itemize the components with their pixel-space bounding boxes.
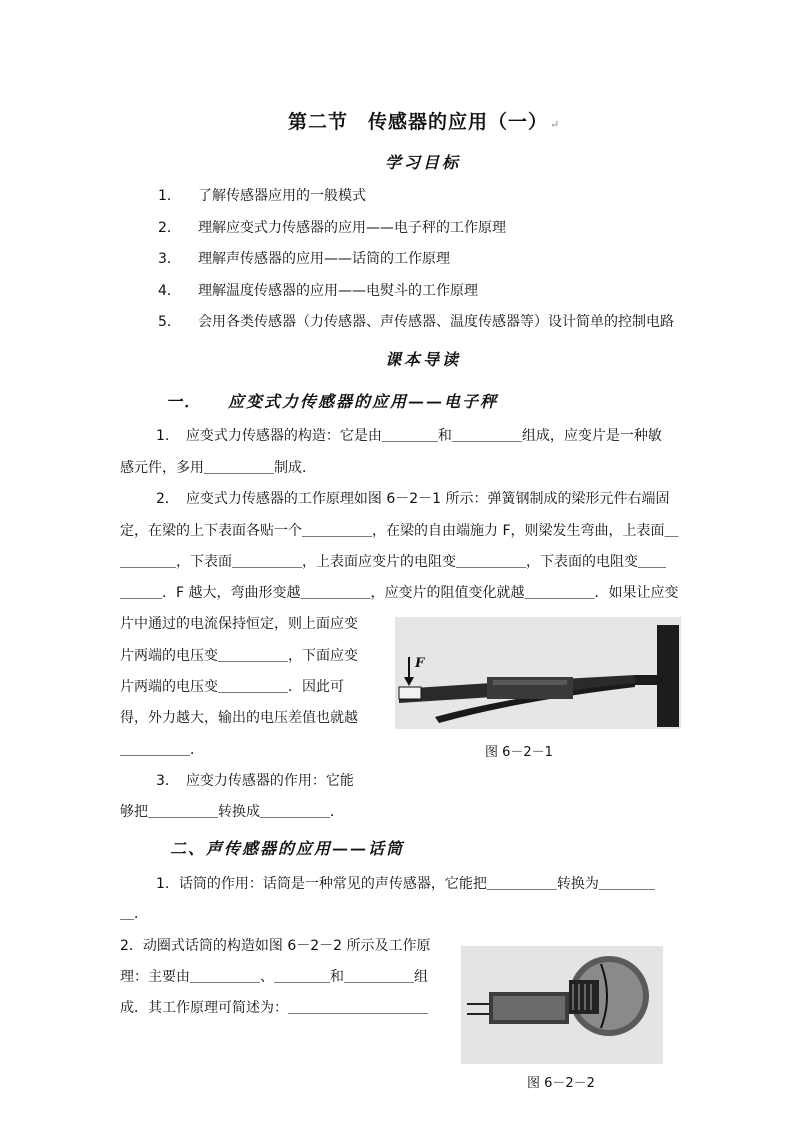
objective-number: 2． <box>158 220 181 236</box>
body-line: 2． 应变式力传感器的工作原理如图 6－2－1 所示：弹簧钢制成的梁形元件右端固 <box>156 491 670 507</box>
objective-item <box>158 312 181 332</box>
body-line: ＿＿＿＿＿． <box>120 742 204 758</box>
objective-number: 4． <box>158 283 181 299</box>
objective-text: 理解声传感器的应用——话筒的工作原理 <box>198 251 450 267</box>
figure-microphone <box>461 946 663 1064</box>
page-title <box>288 107 560 134</box>
body-line: ＿＿＿．F 越大，弯曲形变越＿＿＿＿＿，应变片的阻值变化就越＿＿＿＿＿．如果让应变 <box>120 585 679 601</box>
part1-heading-text: 应变式力传感器的应用——电子秤 <box>228 392 499 411</box>
part2-heading: 二、声传感器的应用——话筒 <box>170 839 405 858</box>
objective-text: 理解应变式力传感器的应用——电子秤的工作原理 <box>198 220 506 236</box>
body-line: 得，外力越大，输出的电压差值也就越 <box>120 710 358 726</box>
objective-item <box>158 186 181 206</box>
figure-caption-6-2-2: 图 6－2－2 <box>527 1076 595 1091</box>
body-line: 感元件，多用＿＿＿＿＿制成． <box>120 460 316 476</box>
body-line: ＿． <box>120 906 148 922</box>
microphone-illustration <box>461 946 663 1064</box>
body-line: 定，在梁的上下表面各贴一个＿＿＿＿＿，在梁的自由端施力 F，则梁发生弯曲，上表面＿ <box>120 523 679 539</box>
section-heading-reading: 课本导读 <box>385 350 462 369</box>
objective-number: 1． <box>158 188 181 204</box>
force-label: F <box>415 656 425 671</box>
figure-caption-6-2-1: 图 6－2－1 <box>485 745 553 760</box>
objective-text: 会用各类传感器（力传感器、声传感器、温度传感器等）设计简单的控制电路 <box>198 314 674 330</box>
objective-item <box>158 218 181 238</box>
page-title-text: 第二节 传感器的应用（一） <box>288 111 549 133</box>
body-line: 3． 应变力传感器的作用：它能 <box>156 773 354 789</box>
paragraph-return-mark: ↵ <box>550 118 561 131</box>
body-line: 1． 应变式力传感器的构造：它是由＿＿＿＿和＿＿＿＿＿组成，应变片是一种敏 <box>156 428 662 444</box>
body-line: 理：主要由＿＿＿＿＿、＿＿＿＿和＿＿＿＿＿组 <box>120 969 428 985</box>
objective-item <box>158 249 181 269</box>
objective-text: 了解传感器应用的一般模式 <box>198 188 366 204</box>
body-line: 成．其工作原理可简述为：＿＿＿＿＿＿＿＿＿＿ <box>120 1000 428 1016</box>
figure-cantilever-beam <box>395 617 681 729</box>
body-line: 片两端的电压变＿＿＿＿＿．因此可 <box>120 679 344 695</box>
objective-item <box>158 281 181 301</box>
body-line: 2．动圈式话筒的构造如图 6－2－2 所示及工作原 <box>120 938 431 954</box>
section-heading-objectives: 学习目标 <box>385 153 462 172</box>
objective-number: 3． <box>158 251 181 267</box>
cantilever-beam-illustration <box>395 617 681 729</box>
objective-number: 5． <box>158 314 181 330</box>
body-line: 够把＿＿＿＿＿转换成＿＿＿＿＿． <box>120 804 344 820</box>
body-line: 1．话筒的作用：话筒是一种常见的声传感器，它能把＿＿＿＿＿转换为＿＿＿＿ <box>156 876 655 892</box>
body-line: 片两端的电压变＿＿＿＿＿，下面应变 <box>120 648 358 664</box>
body-line: 片中通过的电流保持恒定，则上面应变 <box>120 616 358 632</box>
objective-text: 理解温度传感器的应用——电熨斗的工作原理 <box>198 283 478 299</box>
part1-heading-number: 一． <box>166 392 203 411</box>
body-line: ＿＿＿＿，下表面＿＿＿＿＿，上表面应变片的电阻变＿＿＿＿＿，下表面的电阻变＿＿ <box>120 554 666 570</box>
